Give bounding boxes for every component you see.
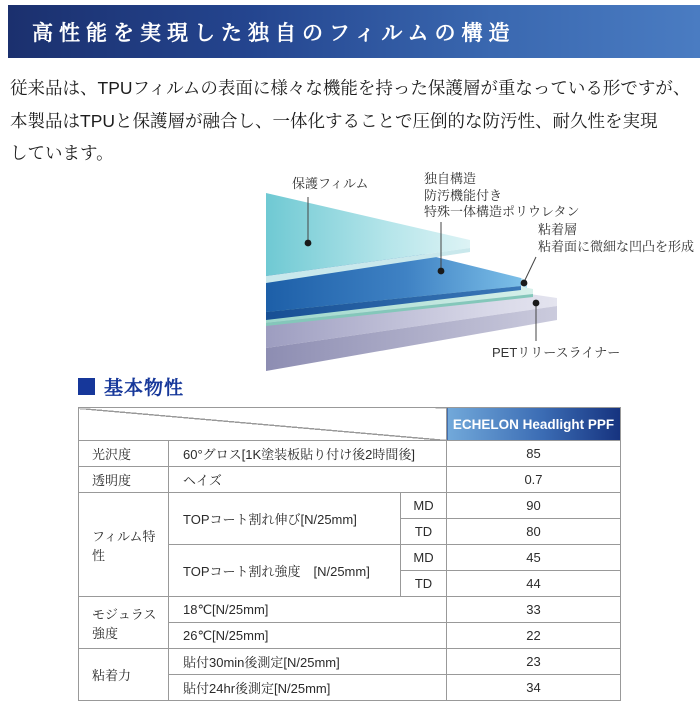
- category-cell: 粘着力: [79, 649, 169, 701]
- label-adhesive-line: 粘着面に微細な凹凸を形成: [538, 238, 695, 254]
- table-header-row: [79, 408, 621, 441]
- category-cell: モジュラス強度: [79, 597, 169, 649]
- measure-cell: 26℃[N/25mm]: [169, 623, 447, 649]
- value-cell: 33: [447, 597, 621, 623]
- header-banner: [8, 5, 700, 58]
- label-unique-structure-line: 防汚機能付き: [424, 187, 503, 203]
- table-row: [79, 649, 621, 675]
- table-row: [79, 493, 621, 519]
- category-cell: 光沢度: [79, 441, 169, 467]
- measure-cell: TOPコート割れ伸び[N/25mm]: [169, 493, 401, 545]
- intro-line: しています。: [10, 143, 114, 163]
- intro-line: 従来品は、TPUフィルムの表面に様々な機能を持った保護層が重なっている形ですが、: [10, 78, 691, 98]
- label-unique-structure-line: 独自構造: [424, 171, 477, 186]
- basic-properties-table: [78, 407, 621, 701]
- label-protective-film: 保護フィルム: [292, 176, 369, 191]
- direction-cell: MD: [401, 493, 447, 519]
- value-cell: 90: [447, 493, 621, 519]
- table-corner-cell: [79, 408, 447, 441]
- measure-cell: 貼付30min後測定[N/25mm]: [169, 649, 447, 675]
- direction-cell: TD: [401, 519, 447, 545]
- value-cell: 23: [447, 649, 621, 675]
- section-title: 基本物性: [104, 378, 185, 399]
- value-cell: 45: [447, 545, 621, 571]
- label-pet-liner: PETリリースライナー: [492, 345, 621, 360]
- intro-line: 本製品はTPUと保護層が融合し、一体化することで圧倒的な防汚性、耐久性を実現: [10, 110, 658, 131]
- value-cell: 0.7: [447, 467, 621, 493]
- value-cell: 44: [447, 571, 621, 597]
- label-unique-structure: [424, 171, 579, 221]
- label-adhesive-line: 粘着層: [538, 222, 578, 237]
- section-heading: [78, 373, 184, 400]
- section-bullet-square-icon: [78, 378, 95, 395]
- product-header-cell: ECHELON Headlight PPF: [447, 408, 621, 441]
- direction-cell: TD: [401, 571, 447, 597]
- page-title: 高性能を実現した独自のフィルムの構造: [32, 20, 516, 45]
- table-row: [79, 441, 621, 467]
- label-unique-structure-line: 特殊一体構造ポリウレタン: [424, 204, 580, 219]
- label-adhesive: [538, 222, 694, 255]
- direction-cell: MD: [401, 545, 447, 571]
- measure-cell: 60°グロス[1K塗装板貼り付け後2時間後]: [169, 441, 447, 467]
- table-row: [79, 597, 621, 623]
- category-cell: 透明度: [79, 467, 169, 493]
- value-cell: 80: [447, 519, 621, 545]
- category-cell: フィルム特性: [79, 493, 169, 597]
- measure-cell: 18℃[N/25mm]: [169, 597, 447, 623]
- value-cell: 22: [447, 623, 621, 649]
- measure-cell: 貼付24hr後測定[N/25mm]: [169, 675, 447, 701]
- value-cell: 34: [447, 675, 621, 701]
- value-cell: 85: [447, 441, 621, 467]
- measure-cell: ヘイズ: [169, 467, 447, 493]
- intro-paragraph: [10, 72, 698, 170]
- measure-cell: TOPコート割れ強度 [N/25mm]: [169, 545, 401, 597]
- table-row: [79, 467, 621, 493]
